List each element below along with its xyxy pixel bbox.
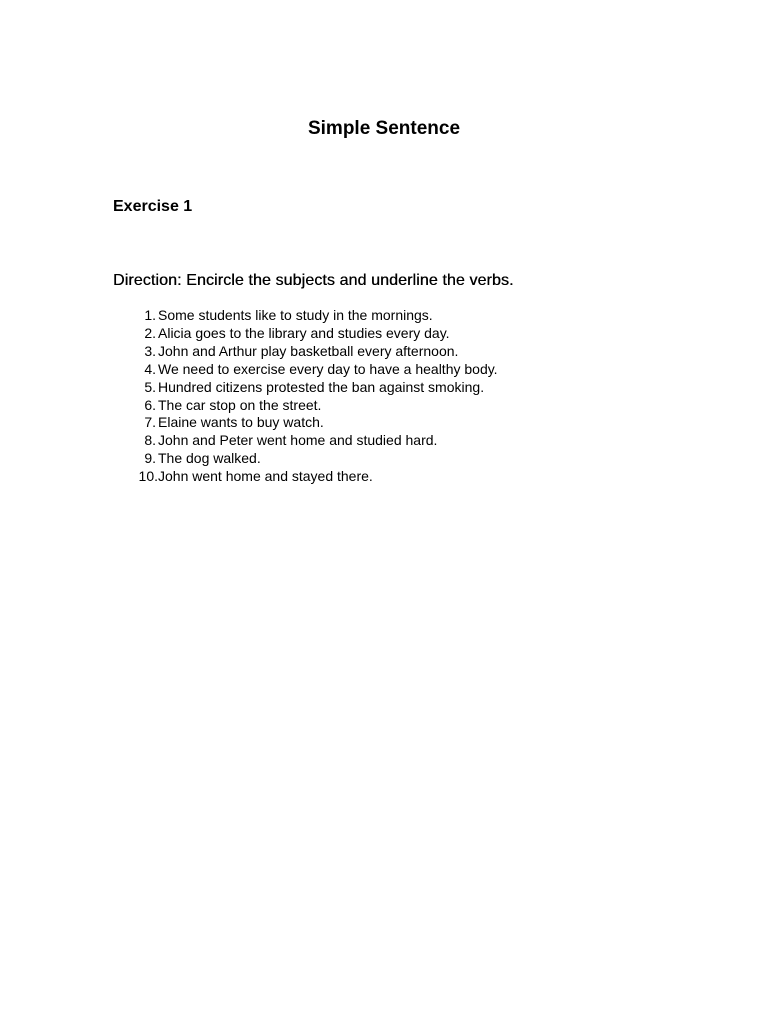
list-item [113, 414, 498, 432]
item-text: Some students like to study in the mornings. [158, 307, 433, 323]
list-item [113, 432, 498, 450]
sentence-list [113, 307, 498, 486]
list-item [113, 361, 498, 379]
item-number: 1. [144, 307, 156, 323]
list-item [113, 325, 498, 343]
item-number: 2. [144, 324, 156, 341]
direction-text [113, 271, 514, 291]
list-item [113, 468, 498, 486]
item-number: 8. [144, 432, 156, 449]
item-number: 4. [144, 360, 156, 377]
item-text: We need to exercise every day to have a healthy body. [158, 360, 498, 377]
item-number: 10. [138, 468, 158, 485]
item-text: The car stop on the street. [158, 396, 322, 413]
item-number: 9. [144, 450, 156, 467]
item-text: Hundred citizens protested the ban against smoking. [158, 378, 485, 395]
exercise-heading: Exercise 1 [113, 198, 193, 215]
item-text: John went home and stayed there. [158, 468, 373, 485]
item-text: John and Arthur play basketball every afternoon. [158, 342, 459, 359]
list-item [113, 379, 498, 397]
item-text: John and Peter went home and studied hard. [158, 432, 438, 449]
item-number: 7. [144, 414, 156, 431]
list-item [113, 397, 498, 415]
list-item [113, 343, 498, 361]
item-text: Elaine wants to buy watch. [158, 414, 324, 431]
list-item [113, 450, 498, 468]
item-number: 5. [144, 378, 156, 395]
item-number: 3. [144, 342, 156, 359]
page-title: Simple Sentence [307, 118, 461, 139]
item-text: The dog walked. [158, 450, 261, 467]
item-text: Alicia goes to the library and studies every day. [158, 324, 450, 341]
direction-label: Direction: Encircle the subjects and underline the verbs. [113, 272, 514, 289]
item-number: 6. [144, 396, 156, 413]
list-item [113, 307, 498, 325]
